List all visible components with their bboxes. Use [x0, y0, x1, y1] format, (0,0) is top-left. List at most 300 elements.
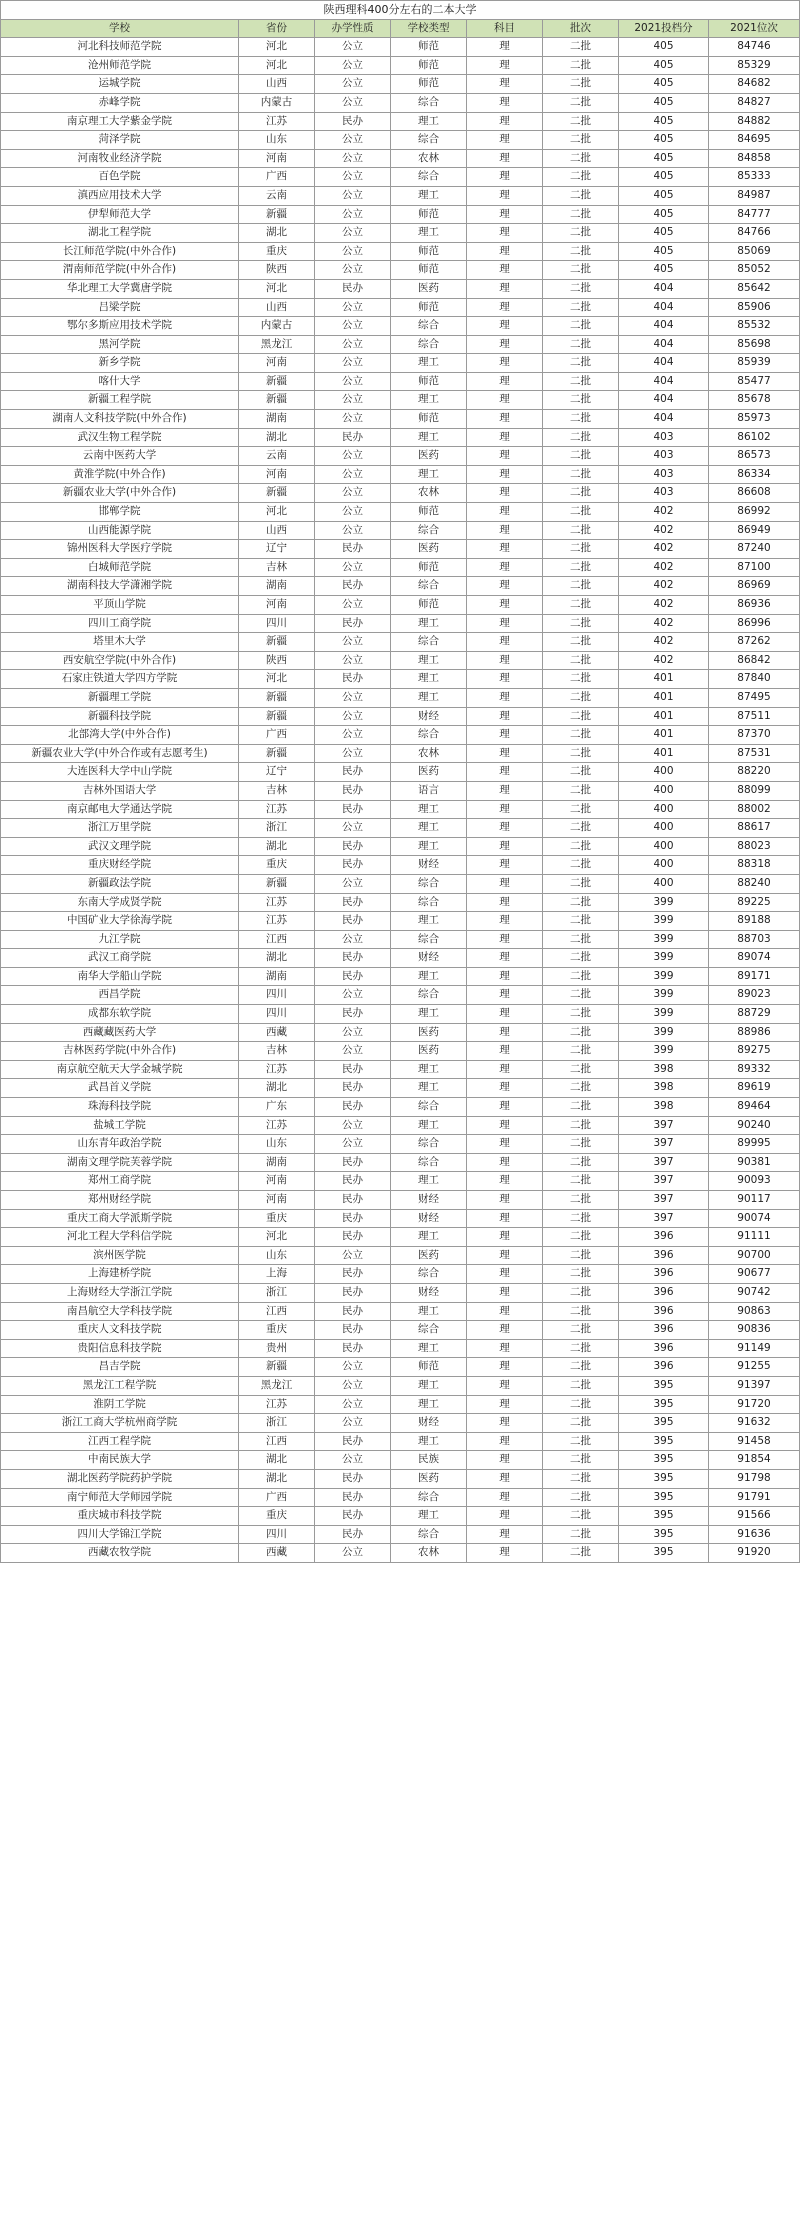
batch-cell: 二批 [543, 949, 619, 968]
subject-cell: 理 [467, 410, 543, 429]
school-cell: 武汉工商学院 [1, 949, 239, 968]
batch-cell: 二批 [543, 1507, 619, 1526]
rank-cell: 89225 [709, 893, 800, 912]
col-header-ownership: 办学性质 [315, 19, 391, 38]
ownership-cell: 公立 [315, 744, 391, 763]
table-row [1, 242, 800, 261]
school-cell: 东南大学成贤学院 [1, 893, 239, 912]
province-cell: 吉林 [239, 558, 315, 577]
subject-cell: 理 [467, 447, 543, 466]
school-cell: 湖南人文科技学院(中外合作) [1, 410, 239, 429]
batch-cell: 二批 [543, 112, 619, 131]
ownership-cell: 民办 [315, 1525, 391, 1544]
province-cell: 江西 [239, 1432, 315, 1451]
subject-cell: 理 [467, 1209, 543, 1228]
subject-cell: 理 [467, 335, 543, 354]
table-row [1, 1469, 800, 1488]
score-cell: 405 [619, 224, 709, 243]
table-row [1, 317, 800, 336]
ownership-cell: 民办 [315, 614, 391, 633]
province-cell: 湖北 [239, 428, 315, 447]
batch-cell: 二批 [543, 1191, 619, 1210]
score-cell: 397 [619, 1153, 709, 1172]
rank-cell: 85333 [709, 168, 800, 187]
ownership-cell: 公立 [315, 596, 391, 615]
rank-cell: 88002 [709, 800, 800, 819]
ownership-cell: 公立 [315, 521, 391, 540]
school-type-cell: 理工 [391, 1079, 467, 1098]
score-cell: 404 [619, 391, 709, 410]
province-cell: 山西 [239, 298, 315, 317]
subject-cell: 理 [467, 893, 543, 912]
school-cell: 新乡学院 [1, 354, 239, 373]
province-cell: 云南 [239, 186, 315, 205]
table-row [1, 726, 800, 745]
ownership-cell: 公立 [315, 391, 391, 410]
school-type-cell: 理工 [391, 224, 467, 243]
rank-cell: 86573 [709, 447, 800, 466]
table-row [1, 837, 800, 856]
table-row [1, 967, 800, 986]
rank-cell: 89619 [709, 1079, 800, 1098]
school-cell: 吕梁学院 [1, 298, 239, 317]
rank-cell: 87370 [709, 726, 800, 745]
province-cell: 山东 [239, 1135, 315, 1154]
table-row [1, 1321, 800, 1340]
school-cell: 贵阳信息科技学院 [1, 1339, 239, 1358]
batch-cell: 二批 [543, 335, 619, 354]
table-row [1, 93, 800, 112]
rank-cell: 90117 [709, 1191, 800, 1210]
score-cell: 402 [619, 596, 709, 615]
table-row [1, 688, 800, 707]
table-row [1, 1395, 800, 1414]
batch-cell: 二批 [543, 261, 619, 280]
ownership-cell: 公立 [315, 186, 391, 205]
ownership-cell: 民办 [315, 1302, 391, 1321]
province-cell: 新疆 [239, 874, 315, 893]
province-cell: 广西 [239, 1488, 315, 1507]
rank-cell: 87262 [709, 633, 800, 652]
rank-cell: 87531 [709, 744, 800, 763]
province-cell: 广西 [239, 168, 315, 187]
ownership-cell: 公立 [315, 1116, 391, 1135]
school-type-cell: 综合 [391, 93, 467, 112]
subject-cell: 理 [467, 503, 543, 522]
score-cell: 400 [619, 800, 709, 819]
table-row [1, 670, 800, 689]
score-cell: 399 [619, 949, 709, 968]
batch-cell: 二批 [543, 1395, 619, 1414]
rank-cell: 91149 [709, 1339, 800, 1358]
school-cell: 河北科技师范学院 [1, 38, 239, 57]
school-cell: 昌吉学院 [1, 1358, 239, 1377]
batch-cell: 二批 [543, 1246, 619, 1265]
ownership-cell: 民办 [315, 1339, 391, 1358]
rank-cell: 84746 [709, 38, 800, 57]
school-cell: 黑河学院 [1, 335, 239, 354]
province-cell: 湖南 [239, 577, 315, 596]
batch-cell: 二批 [543, 56, 619, 75]
score-cell: 399 [619, 1005, 709, 1024]
subject-cell: 理 [467, 540, 543, 559]
school-type-cell: 综合 [391, 577, 467, 596]
batch-cell: 二批 [543, 744, 619, 763]
subject-cell: 理 [467, 1246, 543, 1265]
school-cell: 浙江工商大学杭州商学院 [1, 1414, 239, 1433]
school-cell: 运城学院 [1, 75, 239, 94]
score-cell: 403 [619, 428, 709, 447]
score-cell: 397 [619, 1191, 709, 1210]
score-cell: 395 [619, 1525, 709, 1544]
ownership-cell: 民办 [315, 1507, 391, 1526]
batch-cell: 二批 [543, 596, 619, 615]
ownership-cell: 公立 [315, 447, 391, 466]
subject-cell: 理 [467, 1339, 543, 1358]
table-row [1, 168, 800, 187]
subject-cell: 理 [467, 1469, 543, 1488]
subject-cell: 理 [467, 1042, 543, 1061]
school-type-cell: 师范 [391, 410, 467, 429]
score-cell: 397 [619, 1172, 709, 1191]
school-cell: 西藏农牧学院 [1, 1544, 239, 1563]
ownership-cell: 民办 [315, 949, 391, 968]
col-header-province: 省份 [239, 19, 315, 38]
score-cell: 396 [619, 1358, 709, 1377]
subject-cell: 理 [467, 577, 543, 596]
rank-cell: 85906 [709, 298, 800, 317]
batch-cell: 二批 [543, 1488, 619, 1507]
table-row [1, 1488, 800, 1507]
table-row [1, 354, 800, 373]
subject-cell: 理 [467, 1135, 543, 1154]
subject-cell: 理 [467, 186, 543, 205]
subject-cell: 理 [467, 1321, 543, 1340]
subject-cell: 理 [467, 819, 543, 838]
school-type-cell: 理工 [391, 186, 467, 205]
province-cell: 新疆 [239, 372, 315, 391]
batch-cell: 二批 [543, 856, 619, 875]
province-cell: 浙江 [239, 1283, 315, 1302]
school-type-cell: 综合 [391, 986, 467, 1005]
score-cell: 399 [619, 967, 709, 986]
rank-cell: 90093 [709, 1172, 800, 1191]
school-type-cell: 综合 [391, 874, 467, 893]
table-row [1, 1525, 800, 1544]
batch-cell: 二批 [543, 1339, 619, 1358]
score-cell: 395 [619, 1395, 709, 1414]
school-cell: 郑州工商学院 [1, 1172, 239, 1191]
batch-cell: 二批 [543, 279, 619, 298]
rank-cell: 88986 [709, 1023, 800, 1042]
school-type-cell: 师范 [391, 372, 467, 391]
batch-cell: 二批 [543, 912, 619, 931]
table-row [1, 781, 800, 800]
subject-cell: 理 [467, 856, 543, 875]
batch-cell: 二批 [543, 1302, 619, 1321]
score-cell: 402 [619, 558, 709, 577]
school-type-cell: 理工 [391, 912, 467, 931]
school-cell: 长江师范学院(中外合作) [1, 242, 239, 261]
rank-cell: 90677 [709, 1265, 800, 1284]
score-cell: 399 [619, 893, 709, 912]
score-cell: 403 [619, 484, 709, 503]
rank-cell: 85698 [709, 335, 800, 354]
school-cell: 新疆工程学院 [1, 391, 239, 410]
school-cell: 塔里木大学 [1, 633, 239, 652]
subject-cell: 理 [467, 949, 543, 968]
score-cell: 404 [619, 298, 709, 317]
school-cell: 伊犁师范大学 [1, 205, 239, 224]
school-cell: 南昌航空大学科技学院 [1, 1302, 239, 1321]
school-cell: 中国矿业大学徐海学院 [1, 912, 239, 931]
score-cell: 398 [619, 1079, 709, 1098]
rank-cell: 89464 [709, 1098, 800, 1117]
rank-cell: 91255 [709, 1358, 800, 1377]
rank-cell: 84695 [709, 131, 800, 150]
subject-cell: 理 [467, 688, 543, 707]
school-cell: 河南牧业经济学院 [1, 149, 239, 168]
province-cell: 新疆 [239, 391, 315, 410]
ownership-cell: 民办 [315, 1488, 391, 1507]
school-cell: 平顶山学院 [1, 596, 239, 615]
score-cell: 396 [619, 1228, 709, 1247]
rank-cell: 85678 [709, 391, 800, 410]
rank-cell: 89188 [709, 912, 800, 931]
col-header-school: 学校 [1, 19, 239, 38]
table-row [1, 1079, 800, 1098]
score-cell: 405 [619, 186, 709, 205]
batch-cell: 二批 [543, 1135, 619, 1154]
rank-cell: 88729 [709, 1005, 800, 1024]
rank-cell: 90240 [709, 1116, 800, 1135]
school-type-cell: 理工 [391, 670, 467, 689]
rank-cell: 86334 [709, 465, 800, 484]
school-type-cell: 医药 [391, 763, 467, 782]
ownership-cell: 民办 [315, 1060, 391, 1079]
subject-cell: 理 [467, 1228, 543, 1247]
score-cell: 396 [619, 1302, 709, 1321]
batch-cell: 二批 [543, 1525, 619, 1544]
rank-cell: 85329 [709, 56, 800, 75]
ownership-cell: 民办 [315, 1172, 391, 1191]
subject-cell: 理 [467, 1153, 543, 1172]
batch-cell: 二批 [543, 242, 619, 261]
batch-cell: 二批 [543, 1283, 619, 1302]
school-cell: 河北工程大学科信学院 [1, 1228, 239, 1247]
school-type-cell: 师范 [391, 56, 467, 75]
school-type-cell: 医药 [391, 540, 467, 559]
score-cell: 395 [619, 1432, 709, 1451]
ownership-cell: 公立 [315, 465, 391, 484]
ownership-cell: 公立 [315, 242, 391, 261]
ownership-cell: 民办 [315, 1005, 391, 1024]
school-cell: 新疆农业大学(中外合作或有志愿考生) [1, 744, 239, 763]
school-type-cell: 理工 [391, 1116, 467, 1135]
ownership-cell: 公立 [315, 484, 391, 503]
score-cell: 401 [619, 688, 709, 707]
ownership-cell: 民办 [315, 1283, 391, 1302]
score-cell: 402 [619, 614, 709, 633]
table-row [1, 186, 800, 205]
ownership-cell: 民办 [315, 670, 391, 689]
score-cell: 399 [619, 912, 709, 931]
table-row [1, 1302, 800, 1321]
batch-cell: 二批 [543, 298, 619, 317]
school-type-cell: 农林 [391, 484, 467, 503]
school-type-cell: 语言 [391, 781, 467, 800]
score-cell: 397 [619, 1135, 709, 1154]
score-cell: 401 [619, 726, 709, 745]
batch-cell: 二批 [543, 391, 619, 410]
ownership-cell: 民办 [315, 1209, 391, 1228]
table-row [1, 1023, 800, 1042]
ownership-cell: 民办 [315, 428, 391, 447]
batch-cell: 二批 [543, 1172, 619, 1191]
school-type-cell: 农林 [391, 149, 467, 168]
school-cell: 山东青年政治学院 [1, 1135, 239, 1154]
school-type-cell: 理工 [391, 428, 467, 447]
score-cell: 402 [619, 540, 709, 559]
ownership-cell: 公立 [315, 1544, 391, 1563]
table-row [1, 912, 800, 931]
school-cell: 四川工商学院 [1, 614, 239, 633]
rank-cell: 84766 [709, 224, 800, 243]
subject-cell: 理 [467, 242, 543, 261]
province-cell: 江苏 [239, 893, 315, 912]
ownership-cell: 公立 [315, 298, 391, 317]
province-cell: 湖南 [239, 967, 315, 986]
province-cell: 湖北 [239, 949, 315, 968]
rank-cell: 89275 [709, 1042, 800, 1061]
subject-cell: 理 [467, 521, 543, 540]
province-cell: 山西 [239, 75, 315, 94]
table-row [1, 1544, 800, 1563]
school-type-cell: 财经 [391, 1209, 467, 1228]
rank-cell: 84987 [709, 186, 800, 205]
batch-cell: 二批 [543, 930, 619, 949]
province-cell: 上海 [239, 1265, 315, 1284]
school-cell: 南京航空航天大学金城学院 [1, 1060, 239, 1079]
school-type-cell: 师范 [391, 558, 467, 577]
school-type-cell: 医药 [391, 1042, 467, 1061]
score-cell: 401 [619, 744, 709, 763]
school-type-cell: 理工 [391, 1339, 467, 1358]
subject-cell: 理 [467, 56, 543, 75]
subject-cell: 理 [467, 633, 543, 652]
school-cell: 西藏藏医药大学 [1, 1023, 239, 1042]
rank-cell: 89995 [709, 1135, 800, 1154]
school-cell: 喀什大学 [1, 372, 239, 391]
ownership-cell: 民办 [315, 837, 391, 856]
school-cell: 黄淮学院(中外合作) [1, 465, 239, 484]
subject-cell: 理 [467, 93, 543, 112]
batch-cell: 二批 [543, 428, 619, 447]
province-cell: 江西 [239, 1302, 315, 1321]
ownership-cell: 公立 [315, 75, 391, 94]
score-cell: 402 [619, 521, 709, 540]
subject-cell: 理 [467, 596, 543, 615]
table-row [1, 261, 800, 280]
batch-cell: 二批 [543, 763, 619, 782]
school-type-cell: 理工 [391, 688, 467, 707]
batch-cell: 二批 [543, 484, 619, 503]
ownership-cell: 公立 [315, 1023, 391, 1042]
province-cell: 新疆 [239, 633, 315, 652]
school-cell: 湖南科技大学潇湘学院 [1, 577, 239, 596]
school-cell: 赤峰学院 [1, 93, 239, 112]
school-cell: 新疆农业大学(中外合作) [1, 484, 239, 503]
rank-cell: 90836 [709, 1321, 800, 1340]
province-cell: 陕西 [239, 651, 315, 670]
province-cell: 新疆 [239, 1358, 315, 1377]
score-cell: 398 [619, 1098, 709, 1117]
province-cell: 黑龙江 [239, 335, 315, 354]
table-row [1, 465, 800, 484]
table-row [1, 112, 800, 131]
school-cell: 鄂尔多斯应用技术学院 [1, 317, 239, 336]
batch-cell: 二批 [543, 967, 619, 986]
province-cell: 河南 [239, 354, 315, 373]
subject-cell: 理 [467, 38, 543, 57]
school-type-cell: 师范 [391, 75, 467, 94]
school-cell: 南京邮电大学通达学院 [1, 800, 239, 819]
province-cell: 内蒙古 [239, 317, 315, 336]
school-type-cell: 财经 [391, 949, 467, 968]
batch-cell: 二批 [543, 986, 619, 1005]
rank-cell: 88703 [709, 930, 800, 949]
subject-cell: 理 [467, 930, 543, 949]
province-cell: 湖南 [239, 410, 315, 429]
ownership-cell: 公立 [315, 874, 391, 893]
batch-cell: 二批 [543, 354, 619, 373]
province-cell: 陕西 [239, 261, 315, 280]
subject-cell: 理 [467, 372, 543, 391]
batch-cell: 二批 [543, 1469, 619, 1488]
score-cell: 399 [619, 930, 709, 949]
subject-cell: 理 [467, 391, 543, 410]
score-cell: 400 [619, 819, 709, 838]
subject-cell: 理 [467, 205, 543, 224]
score-cell: 402 [619, 651, 709, 670]
score-cell: 395 [619, 1544, 709, 1563]
school-cell: 云南中医药大学 [1, 447, 239, 466]
school-type-cell: 综合 [391, 131, 467, 150]
rank-cell: 89074 [709, 949, 800, 968]
score-cell: 404 [619, 279, 709, 298]
table-row [1, 335, 800, 354]
batch-cell: 二批 [543, 38, 619, 57]
subject-cell: 理 [467, 781, 543, 800]
subject-cell: 理 [467, 707, 543, 726]
table-row [1, 1042, 800, 1061]
subject-cell: 理 [467, 1358, 543, 1377]
subject-cell: 理 [467, 558, 543, 577]
rank-cell: 87100 [709, 558, 800, 577]
school-cell: 山西能源学院 [1, 521, 239, 540]
province-cell: 湖北 [239, 837, 315, 856]
score-cell: 405 [619, 93, 709, 112]
table-row [1, 893, 800, 912]
rank-cell: 89023 [709, 986, 800, 1005]
subject-cell: 理 [467, 317, 543, 336]
subject-cell: 理 [467, 1283, 543, 1302]
rank-cell: 91798 [709, 1469, 800, 1488]
province-cell: 重庆 [239, 1321, 315, 1340]
ownership-cell: 公立 [315, 93, 391, 112]
province-cell: 河北 [239, 279, 315, 298]
rank-cell: 91566 [709, 1507, 800, 1526]
